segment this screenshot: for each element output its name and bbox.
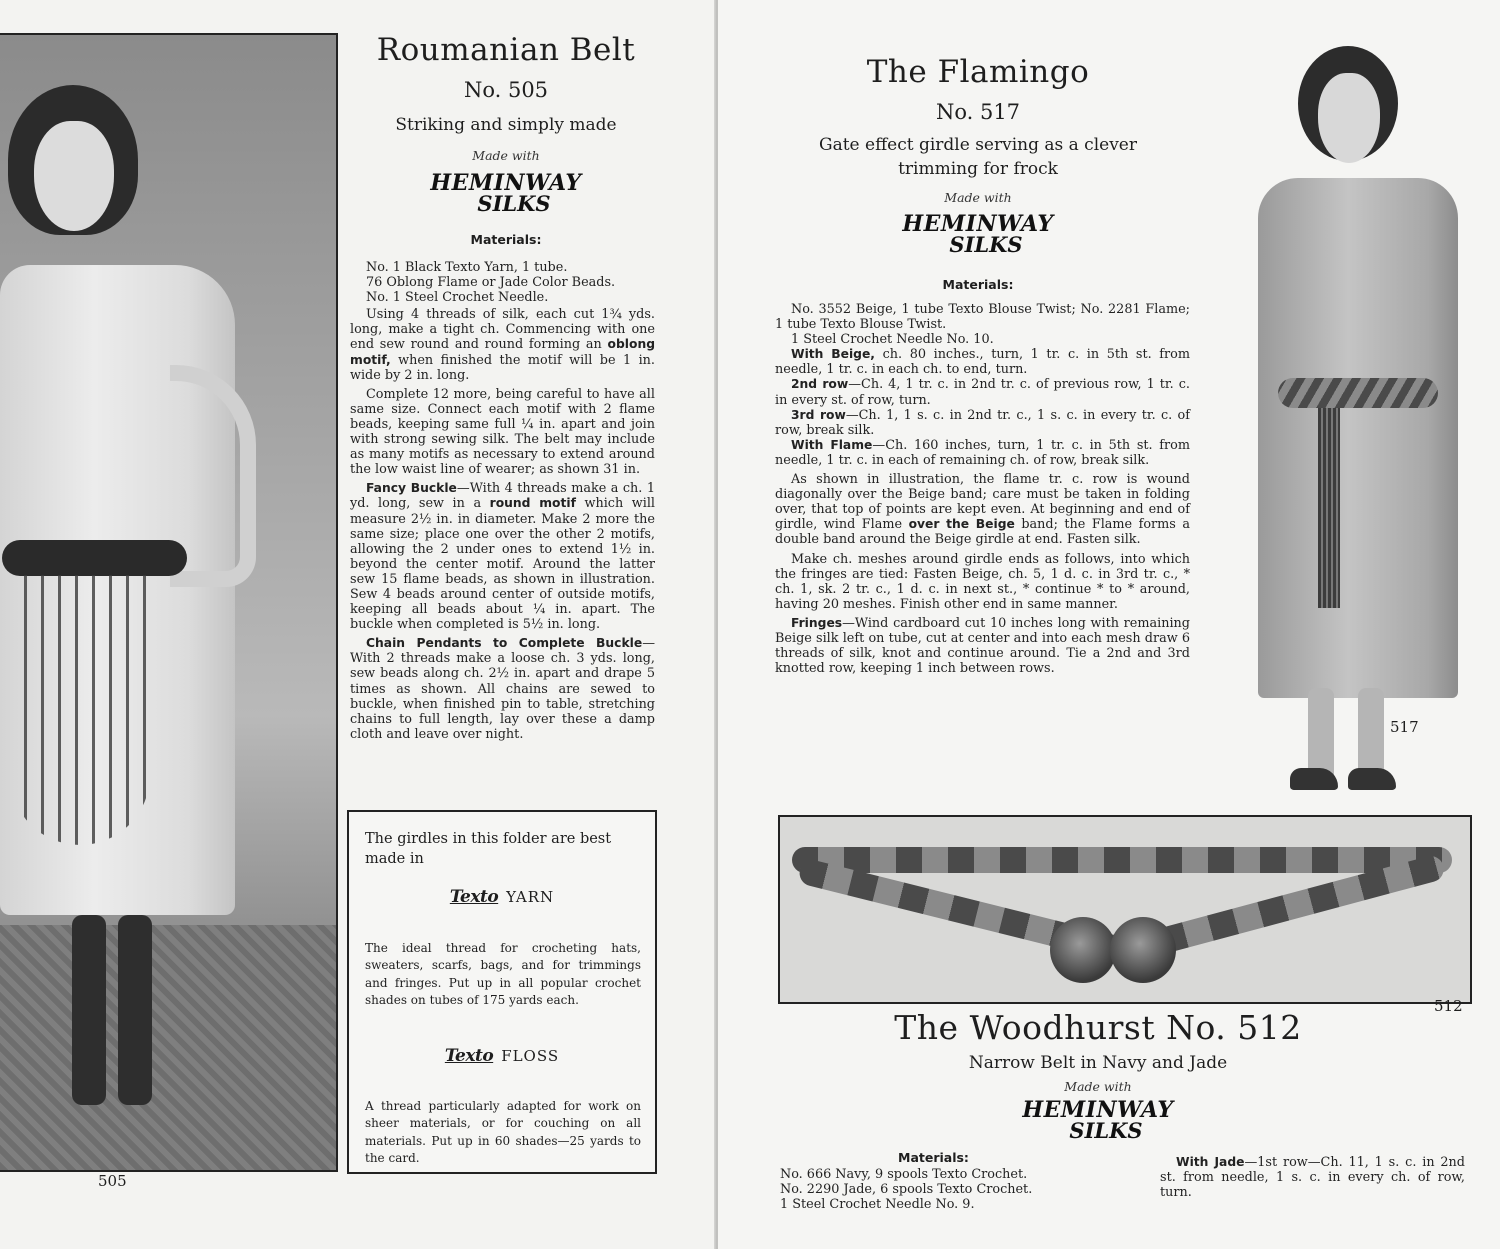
material-line: 76 Oblong Flame or Jade Color Beads. [366, 275, 616, 291]
flamingo-tagline: Gate effect girdle serving as a clever trimming for frock [819, 135, 1137, 179]
flamingo-number: No. 517 [935, 100, 1021, 124]
texto-logo-mark: Texto [444, 1046, 494, 1066]
material-line: No. 3552 Beige, 1 tube Texto Blouse Twist; No. 2281 Flame; 1 tube Texto Blouse Twist. [775, 302, 1190, 333]
texto-yarn-description: The ideal thread for crocheting hats, sweaters, scarfs, bags, and for trimmings and fringes. Put up in all popular crochet shades on tubes of 175 yards each. [365, 941, 641, 1008]
roumanian-belt-model-photo [0, 33, 338, 1172]
page-number-505: 505 [98, 1172, 127, 1190]
texto-floss-brand: Texto FLOSS [444, 1046, 560, 1066]
figure-number-517: 517 [1390, 718, 1419, 736]
made-with-label: Made with [944, 190, 1012, 205]
material-line: No. 1 Black Texto Yarn, 1 tube. [366, 260, 568, 275]
materials-heading: Materials: [942, 277, 1014, 292]
texto-advertisement-box [347, 810, 657, 1174]
woodhurst-instructions [1160, 1155, 1465, 1200]
instruction-paragraph: Complete 12 more, being careful to have all same size. Connect each motif with 2 flame beads, keeping same full ¼ in. apart and join with strong sewing silk. The belt may include as many motifs as necessary to extend around the low waist line of wearer; as shown 31 in. [350, 386, 655, 478]
instruction-paragraph: With Flame—Ch. 160 inches, turn, 1 tr. c. in 5th st. from needle, 1 tr. c. in each of remaining ch. of row, break silk. [775, 437, 1190, 468]
instruction-paragraph: 3rd row—Ch. 1, 1 s. c. in 2nd tr. c., 1 s. c. in every tr. c. of row, break silk. [775, 407, 1190, 438]
texto-yarn-brand: Texto YARN [449, 887, 555, 907]
fringes-paragraph: Fringes—Wind cardboard cut 10 inches long with remaining Beige silk left on tube, cut at center and into each mesh draw 6 threads of silk, knot and continue around. Tie a 2nd and 3rd knotted row, keeping 1 inch between rows. [775, 615, 1190, 677]
heminway-silks-logo: HEMINWAY SILKS [902, 211, 1054, 257]
right-page [718, 0, 1500, 1249]
instruction-paragraph: With Beige, ch. 80 inches., turn, 1 tr. c. in 5th st. from needle, 1 tr. c. in each ch. to end, turn. [775, 347, 1190, 378]
made-with-label: Made with [1064, 1079, 1132, 1094]
ad-intro: The girdles in this folder are best made in [365, 831, 612, 867]
roumanian-belt-tagline: Striking and simply made [395, 115, 617, 135]
materials-heading: Materials: [898, 1150, 969, 1165]
flamingo-instructions [775, 302, 1190, 676]
woodhurst-belt-photo [778, 815, 1472, 1004]
material-line: No. 2290 Jade, 6 spools Texto Crochet. [780, 1182, 1033, 1198]
woodhurst-title: The Woodhurst No. 512 [894, 1008, 1302, 1047]
material-line: No. 1 Steel Crochet Needle. [366, 290, 549, 306]
made-with-label: Made with [472, 148, 540, 163]
fancy-buckle-paragraph: Fancy Buckle—With 4 threads make a ch. 1 yd. long, sew in a round motif which will measure 2½ in. in diameter. Make 2 more the same size; place one over the other 2 motifs, allowing the 2 under ones to extend 1½ in. beyond the center motif. Around the latter sew 15 flame beads, as shown in illustration. Sew 4 beads around center of outside motifs, keeping all beads about ¼ in. apart. The buckle when completed is 5½ in. long. [350, 481, 656, 633]
woodhurst-materials [780, 1167, 1080, 1212]
material-line: 1 Steel Crochet Needle No. 9. [780, 1197, 975, 1213]
heminway-silks-logo: HEMINWAY SILKS [1022, 1097, 1174, 1143]
roumanian-belt-instructions [350, 260, 655, 742]
roumanian-belt-title: Roumanian Belt [376, 32, 636, 68]
flamingo-model-photo [1248, 28, 1466, 803]
figure-number-512: 512 [1434, 997, 1463, 1015]
roumanian-belt-number: No. 505 [463, 78, 549, 102]
texto-floss-description: A thread particularly adapted for work on sheer materials, or for couching on all materials. Put up in 60 shades—25 yards to the card. [365, 1099, 641, 1166]
left-page [0, 0, 716, 1249]
instruction-paragraph: Using 4 threads of silk, each cut 1¾ yds. long, make a tight ch. Commencing with one end sew round and round forming an oblong motif, when finished the motif will be 1 in. wide by 2 in. long. [350, 307, 656, 383]
flamingo-title: The Flamingo [866, 54, 1090, 90]
instruction-paragraph: Make ch. meshes around girdle ends as follows, into which the fringes are tied: Fasten Beige, ch. 5, 1 d. c. in 3rd tr. c., * ch. 1, sk. 2 tr. c., 1 d. c. in next st., * continue * to * around, having 20 meshes. Finish other end in same manner. [775, 551, 1190, 612]
texto-logo-mark: Texto [449, 887, 499, 907]
material-line: 1 Steel Crochet Needle No. 10. [791, 332, 994, 348]
instruction-paragraph: With Jade—1st row—Ch. 11, 1 s. c. in 2nd st. from needle, 1 s. c. in every ch. of row, turn. [1160, 1155, 1465, 1201]
heminway-silks-logo: HEMINWAY SILKS [430, 170, 582, 216]
woodhurst-tagline: Narrow Belt in Navy and Jade [968, 1053, 1228, 1073]
instruction-paragraph: 2nd row—Ch. 4, 1 tr. c. in 2nd tr. c. of previous row, 1 tr. c. in every st. of row, turn. [775, 377, 1190, 408]
materials-heading: Materials: [470, 232, 542, 247]
chain-pendants-paragraph: Chain Pendants to Complete Buckle—With 2 threads make a loose ch. 3 yds. long, sew beads along ch. 2½ in. apart and drape 5 times as shown. All chains are sewed to buckle, when finished pin to table, stretching chains to full length, lay over these a damp cloth and leave over night. [350, 636, 655, 742]
material-line: No. 666 Navy, 9 spools Texto Crochet. [780, 1167, 1028, 1182]
instruction-paragraph: As shown in illustration, the flame tr. c. row is wound diagonally over the Beige band; care must be taken in folding over, that top of points are kept even. At beginning and end of girdle, wind Flame over the Beige band; the Flame forms a double band around the Beige girdle at end. Fasten silk. [775, 472, 1190, 548]
